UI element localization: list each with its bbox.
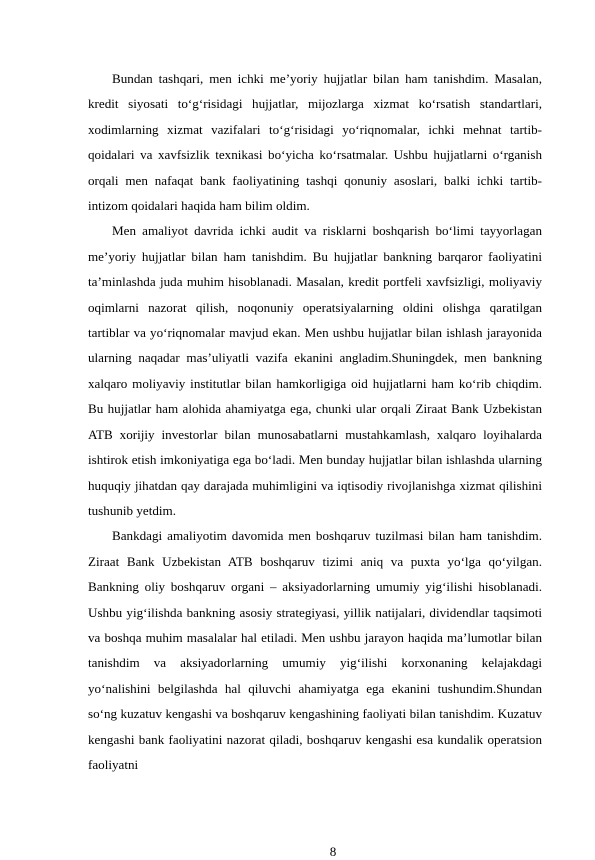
paragraph-audit-risk-documents: Men amaliyot davrida ichki audit va risklarni boshqarish bo‘limi tayyorlagan me’yoriy hujjatlar bilan ham tanishdim. Bu hujjatlar bankning barqaror faoliyatini ta’minlashda juda muhim hisoblanadi. Masalan, kredit portfeli xavfsizligi, moliyaviy oqimlarni nazorat qilish, noqonuniy operatsiyalarning oldini olishga qaratilgan tartiblar va yo‘riqnomalar mavjud ekan. Men ushbu hujjatlar bilan ishlash jarayonida ularning naqadar mas’uliyatli vazifa ekanini angladim.Shuningdek, men bankning xalqaro moliyaviy institutlar bilan hamkorligiga oid hujjatlarni ham ko‘rib chiqdim. Bu hujjatlar ham alohida ahamiyatga ega, chunki ular orqali Ziraat Bank Uzbekistan ATB xorijiy investorlar bilan munosabatlarni mustahkamlash, xalqaro loyihalarda ishtirok etish imkoniyatiga ega bo‘ladi. Men bunday hujjatlar bilan ishlashda ularning huquqiy jihatdan qay darajada muhimligini va iqtisodiy rivojlanishga xizmat qilishini tushunib yetdim.: [88, 223, 542, 518]
paragraph-management-structure: Bankdagi amaliyotim davomida men boshqaruv tuzilmasi bilan ham tanishdim. Ziraat Bank Uzbekistan ATB boshqaruv tizimi aniq va puxta yo‘lga qo‘yilgan. Bankning oliy boshqaruv organi – aksiyadorlarning umumiy yig‘ilishi hisoblanadi. Ushbu yig‘ilishda bankning asosiy strategiyasi, yillik natijalari, dividendlar taqsimoti va boshqa muhim masalalar hal etiladi. Men ushbu jarayon haqida ma’lumotlar bilan tanishdim va aksiyadorlarning umumiy yig‘ilishi korxonaning kelajakdagi yo‘nalishini belgilashda hal qiluvchi ahamiyatga ega ekanini tushundim.Shundan so‘ng kuzatuv kengashi va boshqaruv kengashining faoliyati bilan tanishdim. Kuzatuv kengashi bank faoliyatini nazorat qiladi, boshqaruv kengashi esa kundalik operatsion faoliyatni: [88, 528, 542, 772]
page-number: 8: [329, 844, 337, 859]
document-page: [88, 66, 542, 859]
paragraph-internal-documents: Bundan tashqari, men ichki me’yoriy hujjatlar bilan ham tanishdim. Masalan, kredit siyosati to‘g‘risidagi hujjatlar, mijozlarga xizmat ko‘rsatish standartlari, xodimlarning xizmat vazifalari to‘g‘risidagi yo‘riqnomalar, ichki mehnat tartib-qoidalari va xavfsizlik texnikasi bo‘yicha ko‘rsatmalar. Ushbu hujjatlarni o‘rganish orqali men nafaqat bank faoliyatining tashqi qonuniy asoslari, balki ichki tartib-intizom qoidalari haqida ham bilim oldim.: [88, 71, 542, 214]
